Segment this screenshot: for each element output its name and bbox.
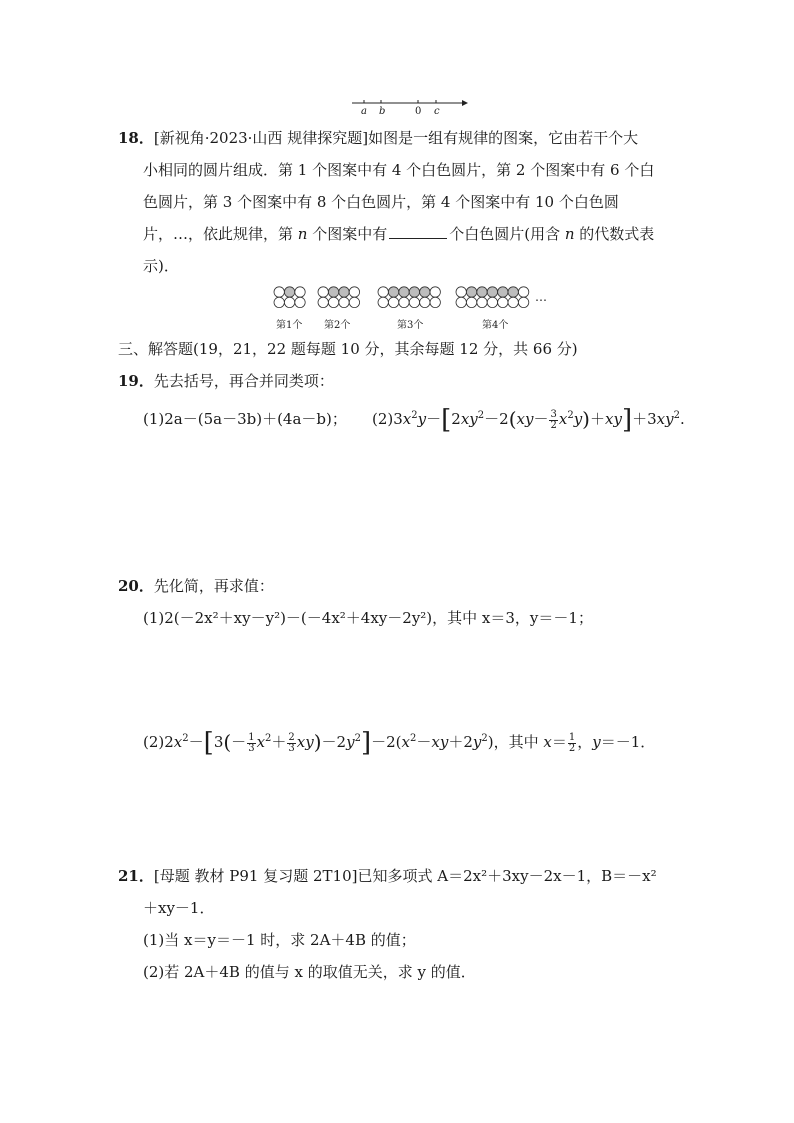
q18-line3: 色圆片，第 3 个图案中有 8 个白色圆片，第 4 个图案中有 10 个白色圆 — [143, 193, 619, 211]
q20-part1: (1)2(－2x²＋xy－y²)－(－4x²＋4xy－2y²)，其中 x＝3，y＝－1； — [143, 609, 593, 627]
pattern-3-circle — [409, 297, 419, 307]
pattern-3-circle — [378, 287, 388, 297]
q18-var-n: n — [297, 225, 308, 243]
q21-part1: (1)当 x＝y＝－1 时，求 2A＋4B 的值； — [143, 931, 416, 949]
q19-part2-label: (2) — [372, 410, 394, 428]
pattern-4-circle — [508, 287, 518, 297]
pattern-3-circle — [409, 287, 419, 297]
figure-caption-1: 第1个 — [276, 320, 303, 331]
pattern-3-circle — [399, 297, 409, 307]
q18-text-4a: 片，…，依此规律，第 — [143, 225, 298, 243]
pattern-4-circle — [508, 297, 518, 307]
pattern-2-circle — [349, 287, 359, 297]
pattern-2-circle — [339, 287, 349, 297]
pattern-3-circle — [378, 297, 388, 307]
q21-part2: (2)若 2A＋4B 的值与 x 的取值无关，求 y 的值． — [143, 963, 476, 981]
pattern-4-circle — [477, 287, 487, 297]
figure-caption-3: 第3个 — [397, 320, 424, 331]
pattern-1-circle — [284, 297, 294, 307]
q20-number: 20． — [118, 577, 154, 595]
q19-heading — [118, 371, 334, 391]
pattern-3-circle — [420, 287, 430, 297]
number-line — [350, 96, 470, 116]
q21-line2: ＋xy－1． — [143, 899, 215, 917]
q21-tag: [母题 教材 P91 复习题 2T10] — [153, 867, 358, 885]
figure-ellipsis: … — [535, 290, 547, 304]
pattern-1-circle — [284, 287, 294, 297]
figure-caption-2: 第2个 — [324, 320, 351, 331]
pattern-4-circle — [477, 297, 487, 307]
q19-part2: $(2)3x^2y-[2xy^2-2(xy-$ $\frac{3}{2}$ $x^2y)+xy]+3xy^2$. — [372, 405, 685, 435]
q19-prompt: 先去括号，再合并同类项： — [153, 372, 334, 390]
numberline-label-c: c — [434, 106, 440, 117]
q18-text-4e: 的代数式表 — [574, 225, 655, 243]
pattern-3-circle — [399, 287, 409, 297]
q18-line5: 示)． — [143, 257, 179, 275]
q19-number: 19． — [118, 372, 154, 390]
q20-heading — [118, 576, 274, 596]
pattern-3-circle — [430, 287, 440, 297]
q18-var-n2: n — [564, 225, 575, 243]
q18-text-4b: 个图案中有 — [307, 225, 388, 243]
pattern-2-circle — [328, 297, 338, 307]
pattern-3-circle — [388, 297, 398, 307]
pattern-3-circle — [430, 297, 440, 307]
q21-text-line1: 已知多项式 A＝2x²＋3xy－2x－1，B＝－x² — [357, 867, 657, 885]
pattern-4-circle — [498, 297, 508, 307]
pattern-2-circle — [318, 287, 328, 297]
pattern-2-circle — [349, 297, 359, 307]
q21-number: 21． — [118, 867, 154, 885]
q21-line1 — [118, 866, 657, 886]
pattern-4-circle — [518, 287, 528, 297]
pattern-1-circle — [274, 297, 284, 307]
figure-caption-4: 第4个 — [482, 320, 509, 331]
q18-line1 — [118, 128, 638, 148]
pattern-1-circle — [295, 287, 305, 297]
pattern-4-circle — [456, 287, 466, 297]
pattern-1-circle — [274, 287, 284, 297]
numberline-label-0: 0 — [415, 106, 422, 117]
pattern-2-circle — [318, 297, 328, 307]
q18-line4 — [143, 224, 654, 244]
pattern-3-circle — [388, 287, 398, 297]
pattern-2-circle — [328, 287, 338, 297]
q20-fraction-3: $\frac{1}{2}$ — [568, 731, 576, 754]
q20-fraction-2: $\frac{2}{3}$ — [288, 731, 295, 754]
pattern-4-circle — [518, 297, 528, 307]
pattern-3-circle — [420, 297, 430, 307]
section-3-title: 三、解答题(19，21，22 题每题 10 分，其余每题 12 分，共 66 分) — [118, 340, 578, 358]
q20-part2-label: (2) — [143, 733, 165, 751]
q20-prompt: 先化简，再求值： — [153, 577, 274, 595]
pattern-2-circle — [339, 297, 349, 307]
q20-part2: $(2)2x^2-[3(-$ $\frac{1}{3}$ $x^2+$ $\frac{2}{3}$ $xy)-2y^2]-2(x^2-xy+2y^2)$，其中 x＝ $\frac{1}{2}$ ，y＝－1． — [143, 728, 656, 758]
pattern-4-circle — [487, 287, 497, 297]
q19-fraction: $\frac{3}{2}$ — [550, 408, 557, 431]
q18-text-line1: 如图是一组有规律的图案，它由若干个大 — [368, 129, 639, 147]
pattern-1-circle — [295, 297, 305, 307]
numberline-label-a: a — [361, 106, 367, 117]
q20-fraction-1: $\frac{1}{3}$ — [248, 731, 255, 754]
answer-blank[interactable] — [389, 224, 447, 239]
q18-number: 18． — [118, 129, 154, 147]
q18-tag: [新视角·2023·山西 规律探究题] — [153, 129, 369, 147]
q19-part1: (1)2a－(5a－3b)＋(4a－b)； — [143, 410, 347, 428]
numberline-label-b: b — [379, 106, 386, 117]
pattern-4-circle — [498, 287, 508, 297]
pattern-4-circle — [466, 287, 476, 297]
q18-text-4c: 个白色圆片(用含 — [449, 225, 565, 243]
pattern-4-circle — [466, 297, 476, 307]
pattern-4-circle — [456, 297, 466, 307]
pattern-4-circle — [487, 297, 497, 307]
circle-pattern-figure — [268, 284, 548, 314]
q18-line2: 小相同的圆片组成．第 1 个图案中有 4 个白色圆片，第 2 个图案中有 6 个白 — [143, 161, 655, 179]
